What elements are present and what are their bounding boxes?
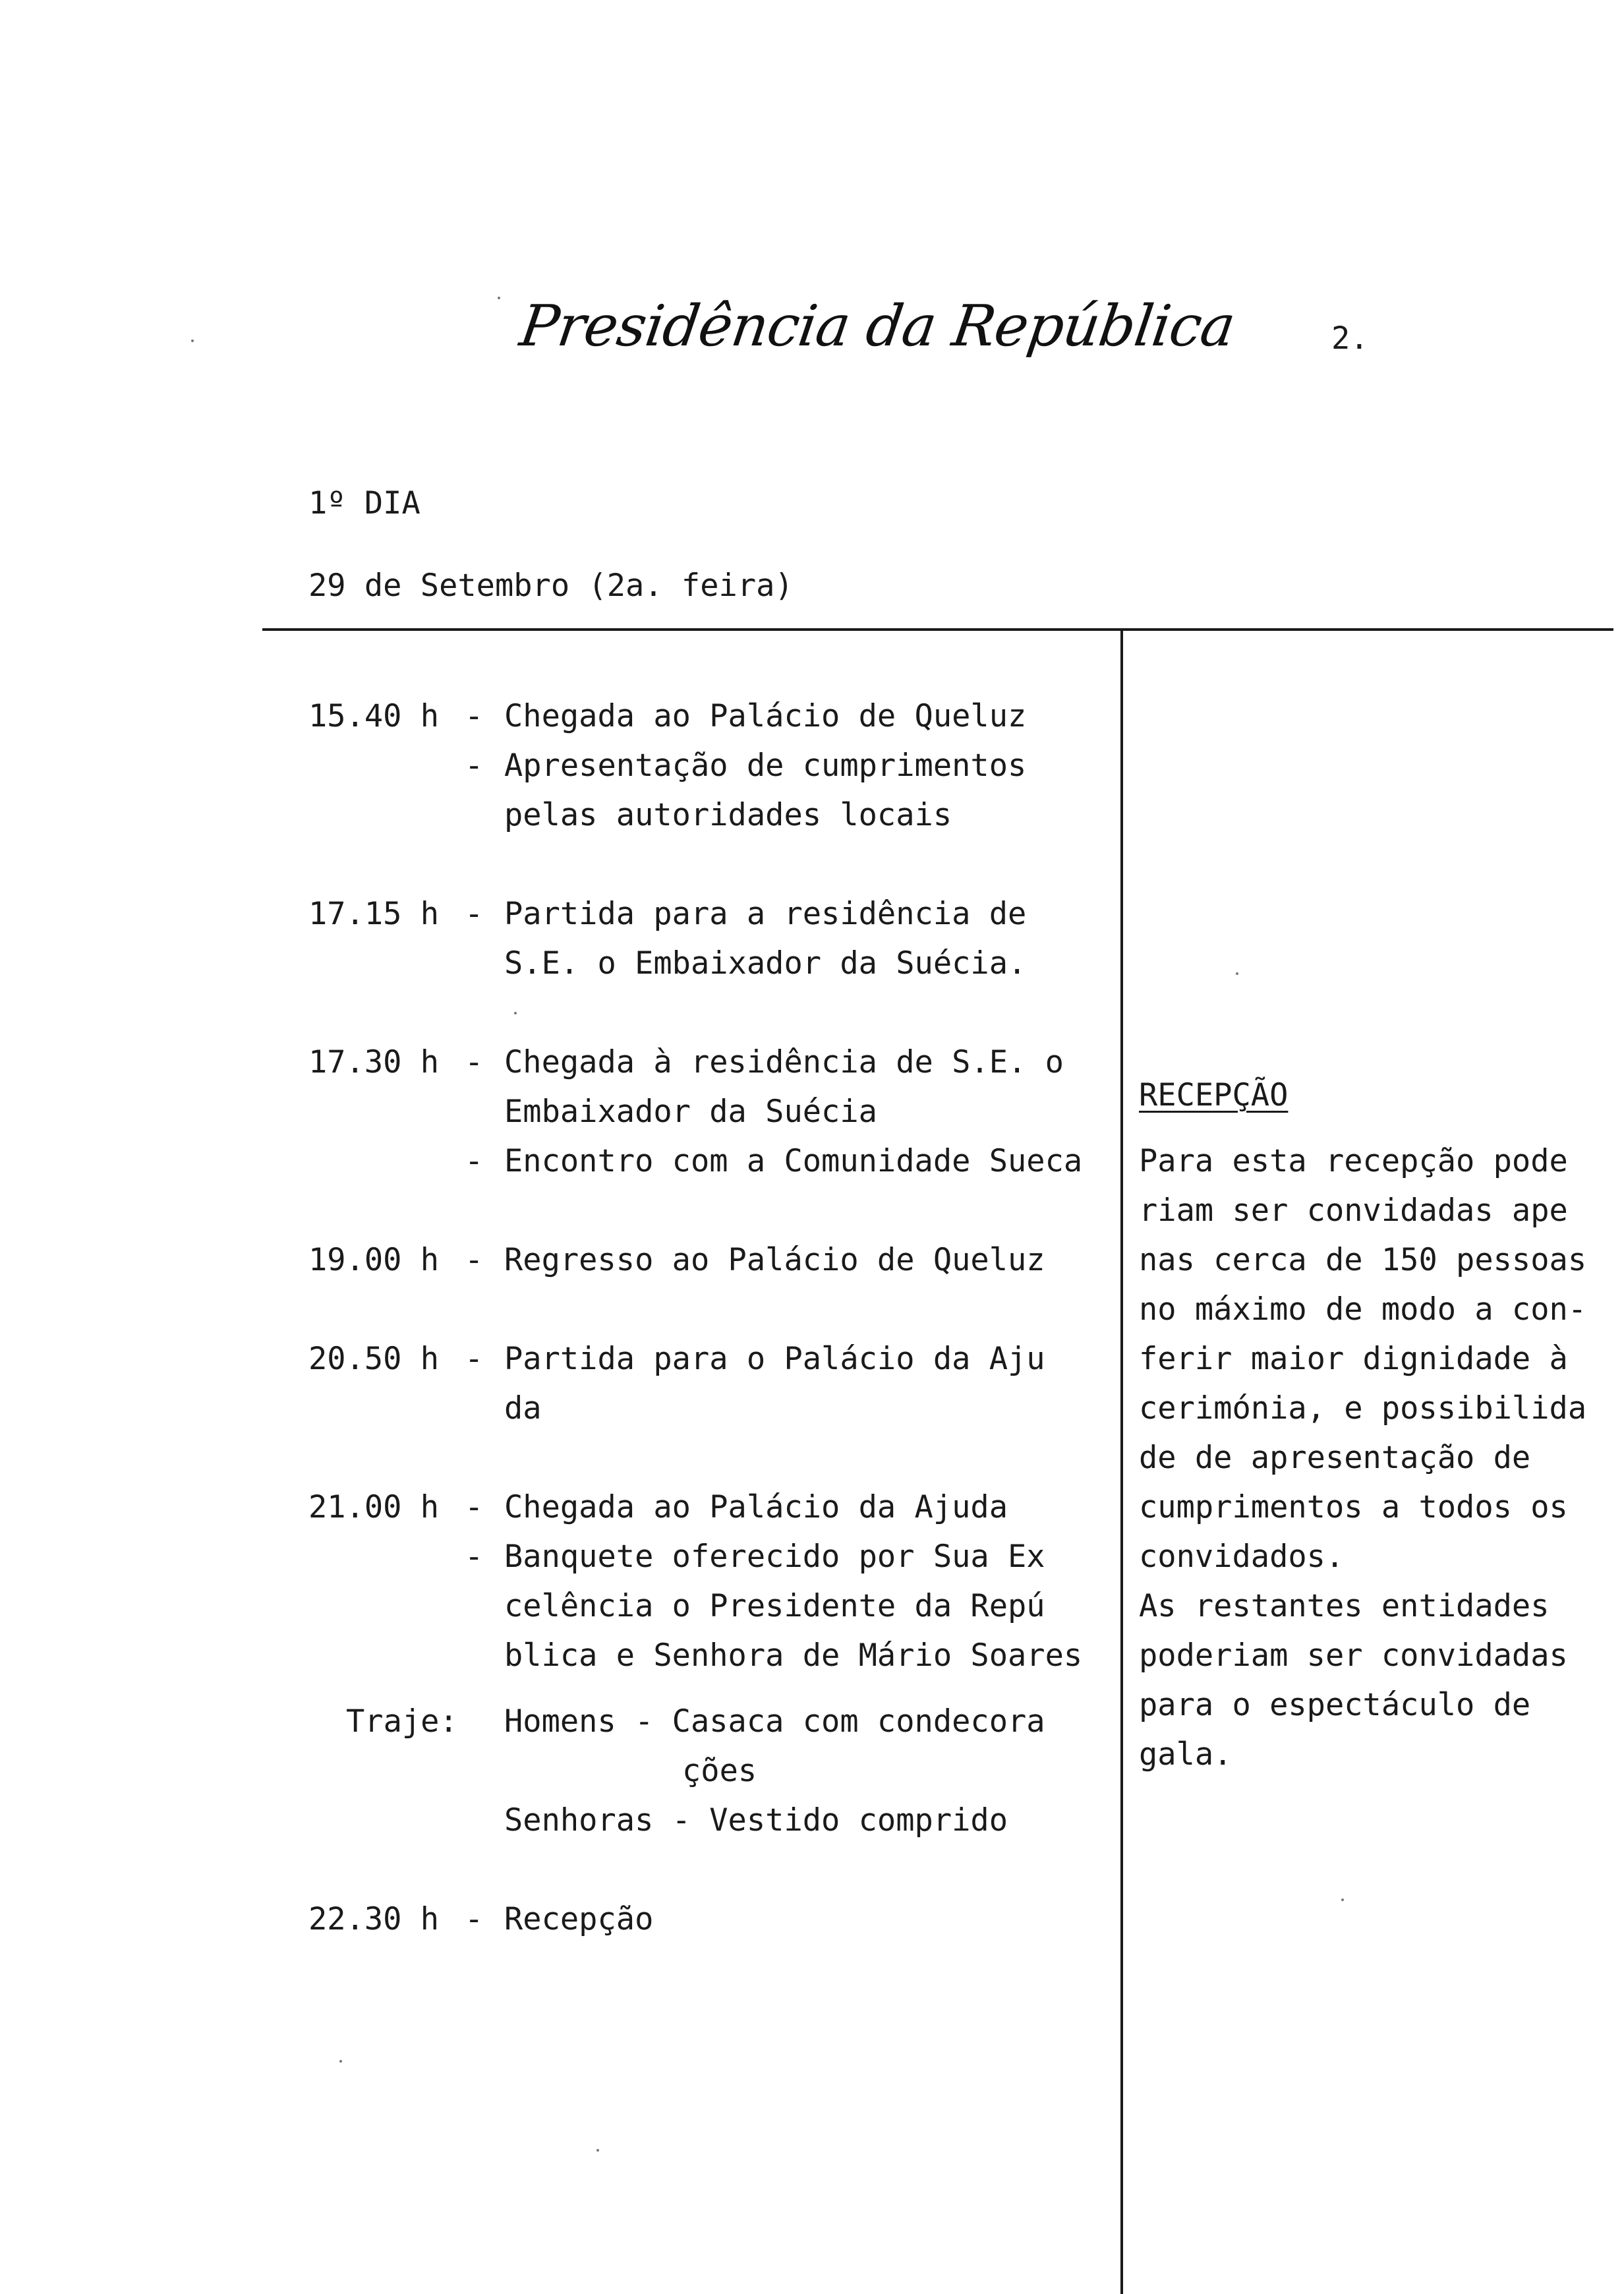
event-text: Chegada ao Palácio de Queluz xyxy=(504,698,1027,734)
dress-men: Homens - Casaca com condecora xyxy=(504,1703,1045,1740)
event-dash: - xyxy=(465,1143,484,1179)
scan-speck xyxy=(514,1012,517,1015)
letterhead: Presidência da República xyxy=(515,293,1239,359)
column-divider xyxy=(1120,630,1123,2294)
notes-line: no máximo de modo a con- xyxy=(1139,1291,1587,1328)
event-dash: - xyxy=(465,1489,484,1525)
notes-line: convidados. xyxy=(1139,1539,1345,1575)
scan-speck xyxy=(596,2149,599,2152)
notes-line: para o espectáculo de xyxy=(1139,1687,1531,1723)
event-text: Recepção xyxy=(504,1901,654,1937)
event-text: Regresso ao Palácio de Queluz xyxy=(504,1242,1045,1278)
event-time: 22.30 h xyxy=(308,1901,440,1937)
event-time: 19.00 h xyxy=(308,1242,440,1278)
event-dash: - xyxy=(465,1341,484,1377)
dress-women: Senhoras - Vestido comprido xyxy=(504,1802,1008,1838)
notes-line: cerimónia, e possibilida xyxy=(1139,1390,1587,1426)
dress-label: Traje: xyxy=(346,1703,458,1740)
scan-speck xyxy=(339,2060,342,2063)
event-text: Partida para o Palácio da Aju xyxy=(504,1341,1045,1377)
notes-line: ferir maior dignidade à xyxy=(1139,1341,1568,1377)
scan-speck xyxy=(498,297,500,299)
notes-line: nas cerca de 150 pessoas xyxy=(1139,1242,1587,1278)
event-dash: - xyxy=(465,1044,484,1080)
scan-speck xyxy=(191,339,194,342)
notes-line: gala. xyxy=(1139,1736,1232,1773)
event-time: 21.00 h xyxy=(308,1489,440,1525)
event-text: S.E. o Embaixador da Suécia. xyxy=(504,945,1027,982)
event-text: Chegada ao Palácio da Ajuda xyxy=(504,1489,1008,1525)
event-text: Apresentação de cumprimentos xyxy=(504,748,1027,784)
event-text: Partida para a residência de xyxy=(504,896,1027,932)
event-text: Chegada à residência de S.E. o xyxy=(504,1044,1064,1080)
event-time: 20.50 h xyxy=(308,1341,440,1377)
event-dash: - xyxy=(465,698,484,734)
event-text: Embaixador da Suécia xyxy=(504,1094,877,1130)
event-time: 17.30 h xyxy=(308,1044,440,1080)
scan-speck xyxy=(1341,1898,1344,1901)
event-time: 15.40 h xyxy=(308,698,440,734)
event-dash: - xyxy=(465,1539,484,1575)
notes-line: As restantes entidades xyxy=(1139,1588,1550,1624)
event-dash: - xyxy=(465,1901,484,1937)
table-top-rule xyxy=(262,628,1613,631)
scan-speck xyxy=(1236,972,1238,975)
event-dash: - xyxy=(465,1242,484,1278)
event-text: Encontro com a Comunidade Sueca xyxy=(504,1143,1083,1179)
day-label: 1º DIA xyxy=(308,485,420,521)
notes-line: poderiam ser convidadas xyxy=(1139,1637,1568,1674)
notes-line: de de apresentação de xyxy=(1139,1440,1531,1476)
event-time: 17.15 h xyxy=(308,896,440,932)
event-dash: - xyxy=(465,748,484,784)
event-text: pelas autoridades locais xyxy=(504,797,952,833)
event-text: celência o Presidente da Repú xyxy=(504,1588,1045,1624)
day-date: 29 de Setembro (2a. feira) xyxy=(308,568,794,604)
event-text: blica e Senhora de Mário Soares xyxy=(504,1637,1083,1674)
event-text: da xyxy=(504,1390,542,1426)
notes-line: Para esta recepção pode xyxy=(1139,1143,1568,1179)
notes-line: cumprimentos a todos os xyxy=(1139,1489,1568,1525)
dress-men-continued: ções xyxy=(682,1753,757,1789)
event-dash: - xyxy=(465,896,484,932)
event-text: Banquete oferecido por Sua Ex xyxy=(504,1539,1045,1575)
notes-line: riam ser convidadas ape xyxy=(1139,1192,1568,1229)
page-number: 2. xyxy=(1331,320,1369,357)
notes-title: RECEPÇÃO xyxy=(1139,1077,1289,1113)
